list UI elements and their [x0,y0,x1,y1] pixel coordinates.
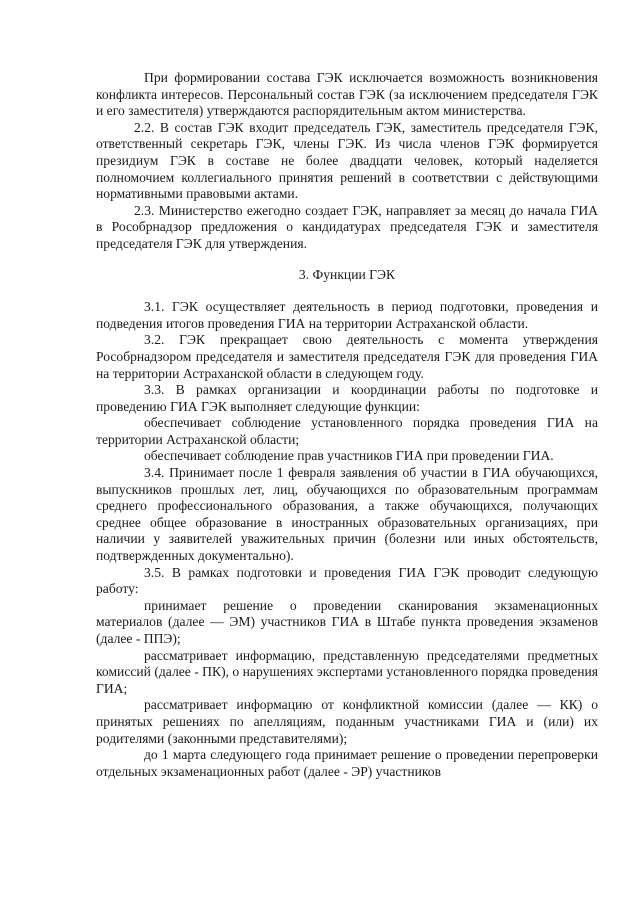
paragraph-work-kk-info: рассматривает информацию от конфликтной комиссии (далее — КК) о принятых решениях по апелляциям, поданным участниками ГИА и (или) их родителями (законными представителями); [96,697,598,746]
paragraph-3-3: 3.3. В рамках организации и координации работы по подготовке и проведению ГИА ГЭК выполняет следующие функции: [96,382,598,414]
paragraph-work-recheck: до 1 марта следующего года принимает решение о проведении перепроверки отдельных экзаменационных работ (далее - ЭР) участников [96,747,598,779]
paragraph-3-2: 3.2. ГЭК прекращает свою деятельность с момента утверждения Рособрнадзором председателя и заместителя председателя ГЭК для проведения ГИА на территории Астраханской области в следующем году. [96,332,598,381]
paragraph-2-3: 2.3. Министерство ежегодно создает ГЭК, направляет за месяц до начала ГИА в Рособрнадзор предложения о кандидатурах председателя ГЭК и заместителя председателя ГЭК для утверждения. [96,202,598,251]
paragraph-3-1: 3.1. ГЭК осуществляет деятельность в период подготовки, проведения и подведения итогов проведения ГИА на территории Астраханской области. [96,299,598,331]
paragraph-work-pk-info: рассматривает информацию, представленную председателями предметных комиссий (далее - ПК), о нарушениях экспертами установленного порядка проведения ГИА; [96,647,598,696]
paragraph-2-2: 2.2. В состав ГЭК входит председатель ГЭК, заместитель председателя ГЭК, ответственный секретарь ГЭК, члены ГЭК. Из числа членов ГЭК формируется президиум ГЭК в составе не более двадцати человек, который наделяется полномочием коллегиального принятия решений в соответствии с действующими нормативными правовыми актами. [96,119,598,202]
paragraph-3-4: 3.4. Принимает после 1 февраля заявления об участии в ГИА обучающихся, выпускников прошлых лет, лиц, обучающихся по образовательным программам среднего профессионального образования, а также обучающихся, получающих среднее общее образование в иностранных образовательных организациях, при наличии у заявителей уважительных причин (болезни или иных обстоятельств, подтвержденных документально). [96,465,598,564]
section-title: 3. Функции ГЭК [298,266,396,282]
paragraph-conflict-of-interest: При формировании состава ГЭК исключается возможность возникновения конфликта интересов. Персональный состав ГЭК (за исключением председателя ГЭК и его заместителя) утверждаются распорядительным актом министерства. [96,70,598,119]
paragraph-work-scanning: принимает решение о проведении сканирования экзаменационных материалов (далее — ЭМ) участников ГИА в Штабе пункта проведения экзаменов (далее - ППЭ); [96,597,598,646]
paragraph-function-order: обеспечивает соблюдение установленного порядка проведения ГИА на территории Астраханской области; [96,415,598,447]
document-page [96,70,598,780]
paragraph-function-rights: обеспечивает соблюдение прав участников ГИА при проведении ГИА. [144,448,554,464]
paragraph-3-5: 3.5. В рамках подготовки и проведения ГИА ГЭК проводит следующую работу: [96,564,598,597]
